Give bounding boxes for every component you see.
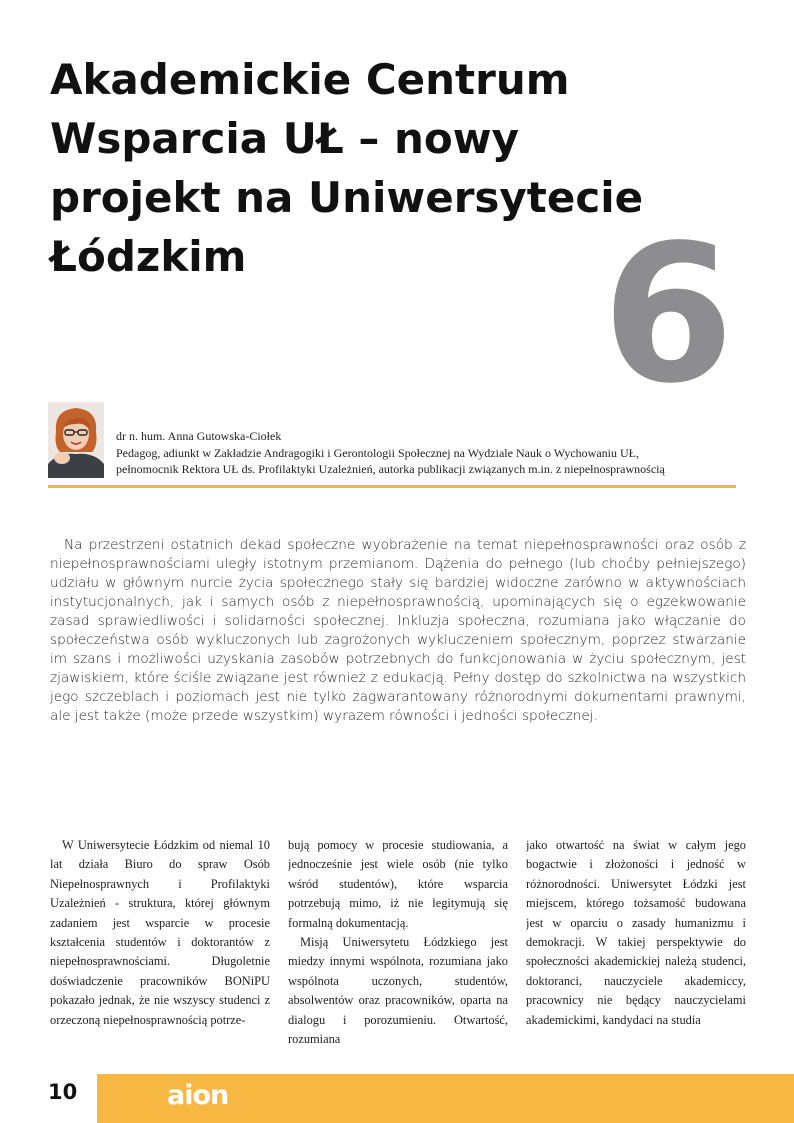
paragraph: W Uniwersytecie Łódzkim od niemal 10 lat działa Biuro do spraw Osób Niepełnosprawnych i Profilaktyki Uzależnień - struktura, której głównym zadaniem jest wsparcie w procesie kształcenia studentów i doktorantów z niepełnosprawnościami. Długoletnie doświadczenie pracowników BONiPU pokazało jednak, że nie wszyscy studenci z orzeczoną niepełnosprawnością potrze-	[50, 838, 270, 1027]
author-photo	[48, 402, 104, 478]
paragraph: Misją Uniwersytetu Łódzkiego jest miedzy innymi wspólnota, rozumiana jako wspólnota uczonych, studentów, absolwentów oraz pracowników, oparta na dialogu i porozumieniu. Otwartość, rozumiana	[288, 935, 508, 1047]
author-info	[116, 428, 746, 478]
author-portrait-image	[48, 402, 104, 478]
title-line: Akademickie Centrum	[50, 55, 570, 104]
text-column	[50, 836, 270, 1048]
author-bio-line: Pedagog, adiunkt w Zakładzie Andragogiki i Gerontologii Społecznej na Wydziale Nauk o Wychowaniu UŁ,	[116, 445, 639, 460]
paragraph: jako otwartość na świat w całym jego bogactwie i złożoności i jedność w różnorodności. Uniwersytet Łódzki jest miejscem, którego tożsamość budowana jest w oparciu o zasady humanizmu i demokracji. W takiej perspektywie do społeczności akademickiej należą studenci, doktoranci, nauczyciele akademiccy, pracownicy nie będący nauczycielami akademickimi, kandydaci na studia	[526, 838, 746, 1027]
page-number: 10	[48, 1080, 78, 1104]
chapter-number: 6	[602, 204, 735, 425]
paragraph: bują pomocy w procesie studiowania, a jednocześnie jest wiele osób (nie tylko wśród studentów), które wsparcia potrzebują mimo, iż nie legitymują się formalną dokumentacją.	[288, 838, 508, 930]
text-column	[526, 836, 746, 1048]
author-name: dr n. hum. Anna Gutowska-Ciołek	[116, 429, 282, 443]
title-line: Wsparcia UŁ – nowy	[50, 114, 519, 163]
text-column	[288, 836, 508, 1048]
title-line: projekt na Uniwersytecie	[50, 173, 644, 222]
aion-logo: aion	[167, 1080, 229, 1111]
body-columns	[50, 836, 746, 1048]
footer-bar	[97, 1074, 794, 1123]
author-bio-line: pełnomocnik Rektora UŁ ds. Profilaktyki Uzależnień, autorka publikacji związanych m.in. z niepełnosprawnością	[116, 462, 665, 476]
author-divider	[48, 485, 736, 488]
title-line: Łódzkim	[50, 232, 247, 281]
lead-paragraph: Na przestrzeni ostatnich dekad społeczne wyobrażenie na temat niepełnosprawności oraz osób z niepełnosprawnościami uległy istotnym przemianom. Dążenia do pełnego (lub choćby pełniejszego) udziału w głównym nurcie życia społecznego stały się bardziej widoczne zarówno w aktywnościach instytucjonalnych, jak i samych osób z niepełnosprawnością, upominających się o egzekwowanie zasad sprawiedliwości i solidarności społecznej. Inkluzja społeczna, rozumiana jako włączanie do społeczeństwa osób wykluczonych lub zagrożonych wykluczeniem społecznym, poprzez stwarzanie im szans i możliwości uzyskania zasobów potrzebnych do funkcjonowania w życiu społecznym, jest zjawiskiem, które ściśle związane jest również z edukacją. Pełny dostęp do szkolnictwa na wszystkich jego szczeblach i poziomach jest nie tylko zagwarantowany różnorodnymi dokumentami prawnymi, ale jest także (może przede wszystkim) wyrazem równości i jedności społecznej.	[50, 537, 746, 724]
